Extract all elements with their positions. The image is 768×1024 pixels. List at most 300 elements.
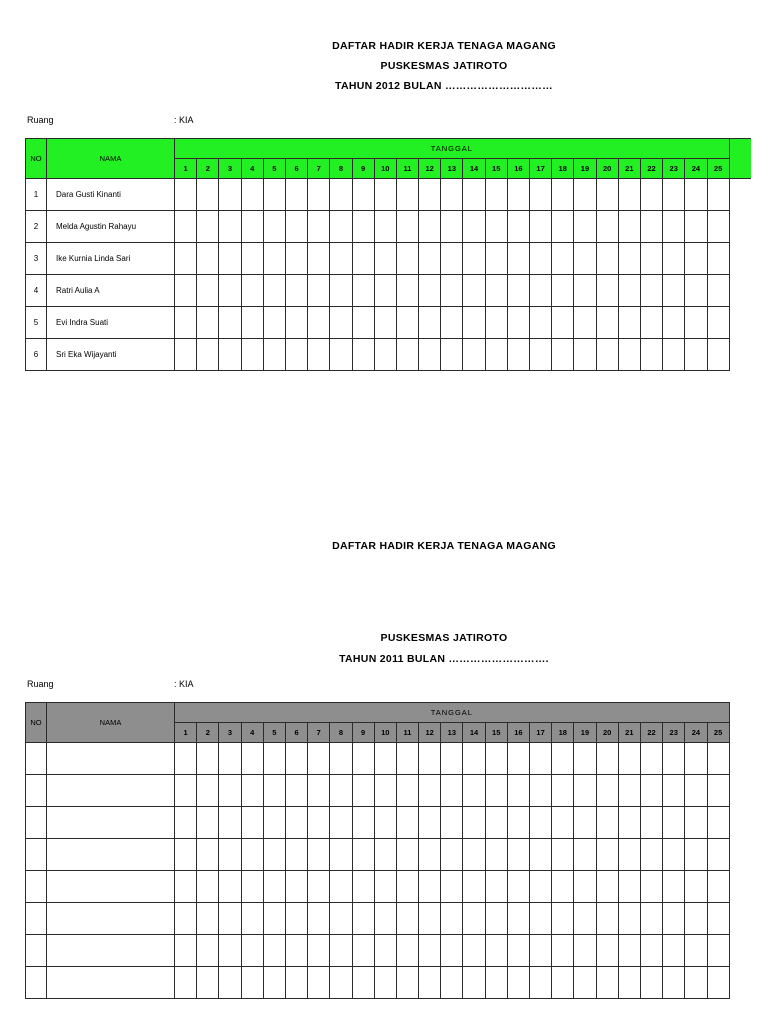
- attendance-cell[interactable]: [552, 275, 574, 307]
- attendance-cell[interactable]: [374, 775, 396, 807]
- attendance-cell[interactable]: [507, 743, 529, 775]
- attendance-cell[interactable]: [419, 967, 441, 999]
- attendance-cell[interactable]: [263, 179, 285, 211]
- attendance-cell[interactable]: [175, 743, 197, 775]
- attendance-cell[interactable]: [197, 839, 219, 871]
- attendance-cell[interactable]: [485, 179, 507, 211]
- attendance-cell[interactable]: [419, 179, 441, 211]
- attendance-cell[interactable]: [685, 179, 707, 211]
- attendance-cell[interactable]: [419, 775, 441, 807]
- attendance-cell[interactable]: [419, 275, 441, 307]
- attendance-cell[interactable]: [441, 935, 463, 967]
- attendance-cell[interactable]: [618, 871, 640, 903]
- attendance-cell[interactable]: [707, 307, 729, 339]
- attendance-cell[interactable]: [507, 339, 529, 371]
- attendance-cell[interactable]: [241, 743, 263, 775]
- attendance-cell[interactable]: [507, 307, 529, 339]
- attendance-cell[interactable]: [685, 243, 707, 275]
- attendance-cell[interactable]: [285, 839, 307, 871]
- attendance-cell[interactable]: [663, 839, 685, 871]
- attendance-cell[interactable]: [419, 871, 441, 903]
- attendance-cell[interactable]: [219, 339, 241, 371]
- attendance-cell[interactable]: [374, 211, 396, 243]
- attendance-cell[interactable]: [241, 903, 263, 935]
- attendance-cell[interactable]: [285, 179, 307, 211]
- attendance-cell[interactable]: [485, 871, 507, 903]
- attendance-cell[interactable]: [352, 211, 374, 243]
- attendance-cell[interactable]: [463, 339, 485, 371]
- attendance-cell[interactable]: [308, 807, 330, 839]
- attendance-cell[interactable]: [241, 339, 263, 371]
- attendance-cell[interactable]: [463, 967, 485, 999]
- attendance-cell[interactable]: [330, 211, 352, 243]
- attendance-cell[interactable]: [552, 871, 574, 903]
- attendance-cell[interactable]: [618, 243, 640, 275]
- attendance-cell[interactable]: [330, 935, 352, 967]
- attendance-cell[interactable]: [175, 339, 197, 371]
- attendance-cell[interactable]: [596, 275, 618, 307]
- attendance-cell[interactable]: [530, 807, 552, 839]
- attendance-cell[interactable]: [241, 275, 263, 307]
- attendance-cell[interactable]: [219, 243, 241, 275]
- attendance-cell[interactable]: [241, 179, 263, 211]
- attendance-cell[interactable]: [352, 179, 374, 211]
- attendance-cell[interactable]: [663, 743, 685, 775]
- attendance-cell[interactable]: [530, 903, 552, 935]
- attendance-cell[interactable]: [197, 307, 219, 339]
- attendance-cell[interactable]: [574, 935, 596, 967]
- attendance-cell[interactable]: [663, 775, 685, 807]
- attendance-cell[interactable]: [175, 903, 197, 935]
- attendance-cell[interactable]: [685, 903, 707, 935]
- attendance-cell[interactable]: [663, 339, 685, 371]
- attendance-cell[interactable]: [263, 743, 285, 775]
- attendance-cell[interactable]: [330, 179, 352, 211]
- attendance-cell[interactable]: [396, 179, 418, 211]
- attendance-cell[interactable]: [463, 935, 485, 967]
- attendance-cell[interactable]: [263, 935, 285, 967]
- attendance-cell[interactable]: [197, 807, 219, 839]
- attendance-cell[interactable]: [308, 339, 330, 371]
- attendance-cell[interactable]: [241, 967, 263, 999]
- attendance-cell[interactable]: [640, 307, 662, 339]
- attendance-cell[interactable]: [396, 871, 418, 903]
- attendance-cell[interactable]: [507, 775, 529, 807]
- attendance-cell[interactable]: [685, 839, 707, 871]
- attendance-cell[interactable]: [663, 179, 685, 211]
- attendance-cell[interactable]: [285, 807, 307, 839]
- attendance-cell[interactable]: [352, 275, 374, 307]
- attendance-cell[interactable]: [618, 743, 640, 775]
- attendance-cell[interactable]: [640, 903, 662, 935]
- attendance-cell[interactable]: [175, 307, 197, 339]
- attendance-cell[interactable]: [640, 839, 662, 871]
- attendance-cell[interactable]: [663, 871, 685, 903]
- attendance-cell[interactable]: [507, 839, 529, 871]
- attendance-cell[interactable]: [663, 807, 685, 839]
- attendance-cell[interactable]: [285, 339, 307, 371]
- attendance-cell[interactable]: [463, 307, 485, 339]
- attendance-cell[interactable]: [463, 743, 485, 775]
- attendance-cell[interactable]: [640, 243, 662, 275]
- attendance-cell[interactable]: [352, 903, 374, 935]
- attendance-cell[interactable]: [530, 211, 552, 243]
- attendance-cell[interactable]: [241, 839, 263, 871]
- attendance-cell[interactable]: [219, 935, 241, 967]
- attendance-cell[interactable]: [374, 743, 396, 775]
- attendance-cell[interactable]: [574, 307, 596, 339]
- attendance-cell[interactable]: [596, 339, 618, 371]
- attendance-cell[interactable]: [640, 743, 662, 775]
- attendance-cell[interactable]: [241, 243, 263, 275]
- attendance-cell[interactable]: [574, 243, 596, 275]
- attendance-cell[interactable]: [596, 839, 618, 871]
- attendance-cell[interactable]: [640, 935, 662, 967]
- attendance-cell[interactable]: [640, 211, 662, 243]
- attendance-cell[interactable]: [530, 275, 552, 307]
- attendance-cell[interactable]: [308, 307, 330, 339]
- attendance-cell[interactable]: [618, 839, 640, 871]
- attendance-cell[interactable]: [330, 839, 352, 871]
- attendance-cell[interactable]: [419, 807, 441, 839]
- attendance-cell[interactable]: [441, 775, 463, 807]
- attendance-cell[interactable]: [308, 903, 330, 935]
- attendance-cell[interactable]: [552, 839, 574, 871]
- attendance-cell[interactable]: [219, 211, 241, 243]
- attendance-cell[interactable]: [175, 935, 197, 967]
- attendance-cell[interactable]: [663, 307, 685, 339]
- attendance-cell[interactable]: [396, 775, 418, 807]
- attendance-cell[interactable]: [552, 211, 574, 243]
- attendance-cell[interactable]: [485, 275, 507, 307]
- attendance-cell[interactable]: [352, 243, 374, 275]
- attendance-cell[interactable]: [618, 339, 640, 371]
- attendance-cell[interactable]: [396, 743, 418, 775]
- attendance-cell[interactable]: [263, 307, 285, 339]
- attendance-cell[interactable]: [507, 967, 529, 999]
- attendance-cell[interactable]: [197, 743, 219, 775]
- attendance-cell[interactable]: [419, 307, 441, 339]
- attendance-cell[interactable]: [241, 775, 263, 807]
- attendance-cell[interactable]: [419, 935, 441, 967]
- attendance-cell[interactable]: [663, 275, 685, 307]
- attendance-cell[interactable]: [707, 339, 729, 371]
- attendance-cell[interactable]: [263, 807, 285, 839]
- attendance-cell[interactable]: [640, 871, 662, 903]
- attendance-cell[interactable]: [219, 903, 241, 935]
- attendance-cell[interactable]: [552, 743, 574, 775]
- attendance-cell[interactable]: [441, 307, 463, 339]
- attendance-cell[interactable]: [640, 339, 662, 371]
- attendance-cell[interactable]: [374, 307, 396, 339]
- attendance-cell[interactable]: [352, 871, 374, 903]
- attendance-cell[interactable]: [441, 243, 463, 275]
- attendance-cell[interactable]: [175, 243, 197, 275]
- attendance-cell[interactable]: [352, 339, 374, 371]
- attendance-cell[interactable]: [552, 243, 574, 275]
- attendance-cell[interactable]: [241, 807, 263, 839]
- attendance-cell[interactable]: [197, 775, 219, 807]
- attendance-cell[interactable]: [308, 871, 330, 903]
- attendance-cell[interactable]: [374, 807, 396, 839]
- attendance-cell[interactable]: [263, 243, 285, 275]
- attendance-cell[interactable]: [485, 243, 507, 275]
- attendance-cell[interactable]: [175, 775, 197, 807]
- attendance-cell[interactable]: [330, 743, 352, 775]
- attendance-cell[interactable]: [441, 275, 463, 307]
- attendance-cell[interactable]: [574, 839, 596, 871]
- attendance-cell[interactable]: [330, 339, 352, 371]
- attendance-cell[interactable]: [574, 339, 596, 371]
- attendance-cell[interactable]: [685, 775, 707, 807]
- attendance-cell[interactable]: [308, 839, 330, 871]
- attendance-cell[interactable]: [219, 743, 241, 775]
- attendance-cell[interactable]: [352, 775, 374, 807]
- attendance-cell[interactable]: [663, 935, 685, 967]
- attendance-cell[interactable]: [685, 339, 707, 371]
- attendance-cell[interactable]: [707, 903, 729, 935]
- attendance-cell[interactable]: [441, 871, 463, 903]
- attendance-cell[interactable]: [507, 211, 529, 243]
- attendance-cell[interactable]: [640, 179, 662, 211]
- attendance-cell[interactable]: [441, 179, 463, 211]
- attendance-cell[interactable]: [552, 307, 574, 339]
- attendance-cell[interactable]: [175, 807, 197, 839]
- attendance-cell[interactable]: [396, 935, 418, 967]
- attendance-cell[interactable]: [574, 211, 596, 243]
- attendance-cell[interactable]: [330, 775, 352, 807]
- attendance-cell[interactable]: [707, 775, 729, 807]
- attendance-cell[interactable]: [640, 967, 662, 999]
- attendance-cell[interactable]: [285, 743, 307, 775]
- attendance-cell[interactable]: [197, 935, 219, 967]
- attendance-cell[interactable]: [263, 967, 285, 999]
- attendance-cell[interactable]: [530, 839, 552, 871]
- attendance-cell[interactable]: [507, 871, 529, 903]
- attendance-cell[interactable]: [352, 307, 374, 339]
- attendance-cell[interactable]: [618, 775, 640, 807]
- attendance-cell[interactable]: [618, 935, 640, 967]
- attendance-cell[interactable]: [463, 839, 485, 871]
- attendance-cell[interactable]: [463, 871, 485, 903]
- attendance-cell[interactable]: [396, 307, 418, 339]
- attendance-cell[interactable]: [640, 275, 662, 307]
- attendance-cell[interactable]: [574, 275, 596, 307]
- attendance-cell[interactable]: [419, 839, 441, 871]
- attendance-cell[interactable]: [285, 275, 307, 307]
- attendance-cell[interactable]: [685, 871, 707, 903]
- attendance-cell[interactable]: [396, 275, 418, 307]
- attendance-cell[interactable]: [485, 307, 507, 339]
- attendance-cell[interactable]: [441, 807, 463, 839]
- attendance-cell[interactable]: [263, 339, 285, 371]
- attendance-cell[interactable]: [330, 275, 352, 307]
- attendance-cell[interactable]: [374, 903, 396, 935]
- attendance-cell[interactable]: [263, 211, 285, 243]
- attendance-cell[interactable]: [552, 807, 574, 839]
- attendance-cell[interactable]: [330, 967, 352, 999]
- attendance-cell[interactable]: [707, 935, 729, 967]
- attendance-cell[interactable]: [374, 243, 396, 275]
- attendance-cell[interactable]: [175, 967, 197, 999]
- attendance-cell[interactable]: [618, 307, 640, 339]
- attendance-cell[interactable]: [308, 775, 330, 807]
- attendance-cell[interactable]: [685, 807, 707, 839]
- attendance-cell[interactable]: [485, 935, 507, 967]
- attendance-cell[interactable]: [463, 179, 485, 211]
- attendance-cell[interactable]: [685, 275, 707, 307]
- attendance-cell[interactable]: [374, 339, 396, 371]
- attendance-cell[interactable]: [219, 807, 241, 839]
- attendance-cell[interactable]: [330, 903, 352, 935]
- attendance-cell[interactable]: [663, 903, 685, 935]
- attendance-cell[interactable]: [552, 967, 574, 999]
- attendance-cell[interactable]: [707, 211, 729, 243]
- attendance-cell[interactable]: [574, 775, 596, 807]
- attendance-cell[interactable]: [663, 243, 685, 275]
- attendance-cell[interactable]: [552, 179, 574, 211]
- attendance-cell[interactable]: [197, 903, 219, 935]
- attendance-cell[interactable]: [574, 807, 596, 839]
- attendance-cell[interactable]: [308, 935, 330, 967]
- attendance-cell[interactable]: [352, 967, 374, 999]
- attendance-cell[interactable]: [685, 935, 707, 967]
- attendance-cell[interactable]: [396, 839, 418, 871]
- attendance-cell[interactable]: [352, 839, 374, 871]
- attendance-cell[interactable]: [285, 903, 307, 935]
- attendance-cell[interactable]: [219, 179, 241, 211]
- attendance-cell[interactable]: [663, 211, 685, 243]
- attendance-cell[interactable]: [330, 243, 352, 275]
- attendance-cell[interactable]: [485, 339, 507, 371]
- attendance-cell[interactable]: [485, 775, 507, 807]
- attendance-cell[interactable]: [374, 839, 396, 871]
- attendance-cell[interactable]: [485, 211, 507, 243]
- attendance-cell[interactable]: [596, 903, 618, 935]
- attendance-cell[interactable]: [552, 935, 574, 967]
- attendance-cell[interactable]: [707, 275, 729, 307]
- attendance-cell[interactable]: [596, 807, 618, 839]
- attendance-cell[interactable]: [441, 839, 463, 871]
- attendance-cell[interactable]: [219, 275, 241, 307]
- attendance-cell[interactable]: [685, 307, 707, 339]
- attendance-cell[interactable]: [197, 339, 219, 371]
- attendance-cell[interactable]: [530, 743, 552, 775]
- attendance-cell[interactable]: [263, 839, 285, 871]
- attendance-cell[interactable]: [308, 179, 330, 211]
- attendance-cell[interactable]: [197, 967, 219, 999]
- attendance-cell[interactable]: [530, 339, 552, 371]
- attendance-cell[interactable]: [530, 179, 552, 211]
- attendance-cell[interactable]: [441, 339, 463, 371]
- attendance-cell[interactable]: [241, 935, 263, 967]
- attendance-cell[interactable]: [574, 179, 596, 211]
- attendance-cell[interactable]: [463, 775, 485, 807]
- attendance-cell[interactable]: [596, 871, 618, 903]
- attendance-cell[interactable]: [308, 275, 330, 307]
- attendance-cell[interactable]: [285, 307, 307, 339]
- attendance-cell[interactable]: [419, 903, 441, 935]
- attendance-cell[interactable]: [485, 839, 507, 871]
- attendance-cell[interactable]: [530, 967, 552, 999]
- attendance-cell[interactable]: [308, 967, 330, 999]
- attendance-cell[interactable]: [396, 967, 418, 999]
- attendance-cell[interactable]: [707, 743, 729, 775]
- attendance-cell[interactable]: [197, 179, 219, 211]
- attendance-cell[interactable]: [507, 243, 529, 275]
- attendance-cell[interactable]: [552, 339, 574, 371]
- attendance-cell[interactable]: [175, 871, 197, 903]
- attendance-cell[interactable]: [618, 807, 640, 839]
- attendance-cell[interactable]: [197, 275, 219, 307]
- attendance-cell[interactable]: [219, 967, 241, 999]
- attendance-cell[interactable]: [219, 307, 241, 339]
- attendance-cell[interactable]: [197, 211, 219, 243]
- attendance-cell[interactable]: [507, 935, 529, 967]
- attendance-cell[interactable]: [596, 243, 618, 275]
- attendance-cell[interactable]: [419, 743, 441, 775]
- attendance-cell[interactable]: [552, 903, 574, 935]
- attendance-cell[interactable]: [285, 935, 307, 967]
- attendance-cell[interactable]: [374, 275, 396, 307]
- attendance-cell[interactable]: [485, 967, 507, 999]
- attendance-cell[interactable]: [175, 839, 197, 871]
- attendance-cell[interactable]: [618, 903, 640, 935]
- attendance-cell[interactable]: [330, 807, 352, 839]
- attendance-cell[interactable]: [685, 743, 707, 775]
- attendance-cell[interactable]: [574, 871, 596, 903]
- attendance-cell[interactable]: [330, 871, 352, 903]
- attendance-cell[interactable]: [507, 275, 529, 307]
- attendance-cell[interactable]: [263, 871, 285, 903]
- attendance-cell[interactable]: [596, 307, 618, 339]
- attendance-cell[interactable]: [707, 807, 729, 839]
- attendance-cell[interactable]: [219, 871, 241, 903]
- attendance-cell[interactable]: [618, 179, 640, 211]
- attendance-cell[interactable]: [441, 211, 463, 243]
- attendance-cell[interactable]: [396, 243, 418, 275]
- attendance-cell[interactable]: [441, 967, 463, 999]
- attendance-cell[interactable]: [374, 179, 396, 211]
- attendance-cell[interactable]: [530, 307, 552, 339]
- attendance-cell[interactable]: [241, 211, 263, 243]
- attendance-cell[interactable]: [197, 243, 219, 275]
- attendance-cell[interactable]: [441, 743, 463, 775]
- attendance-cell[interactable]: [530, 243, 552, 275]
- attendance-cell[interactable]: [596, 211, 618, 243]
- attendance-cell[interactable]: [596, 967, 618, 999]
- attendance-cell[interactable]: [507, 903, 529, 935]
- attendance-cell[interactable]: [596, 179, 618, 211]
- attendance-cell[interactable]: [596, 935, 618, 967]
- attendance-cell[interactable]: [308, 243, 330, 275]
- attendance-cell[interactable]: [618, 967, 640, 999]
- attendance-cell[interactable]: [285, 243, 307, 275]
- attendance-cell[interactable]: [396, 903, 418, 935]
- attendance-cell[interactable]: [707, 839, 729, 871]
- attendance-cell[interactable]: [396, 339, 418, 371]
- attendance-cell[interactable]: [530, 935, 552, 967]
- attendance-cell[interactable]: [463, 211, 485, 243]
- attendance-cell[interactable]: [263, 275, 285, 307]
- attendance-cell[interactable]: [263, 775, 285, 807]
- attendance-cell[interactable]: [574, 967, 596, 999]
- attendance-cell[interactable]: [574, 903, 596, 935]
- attendance-cell[interactable]: [308, 211, 330, 243]
- attendance-cell[interactable]: [175, 211, 197, 243]
- attendance-cell[interactable]: [618, 275, 640, 307]
- attendance-cell[interactable]: [574, 743, 596, 775]
